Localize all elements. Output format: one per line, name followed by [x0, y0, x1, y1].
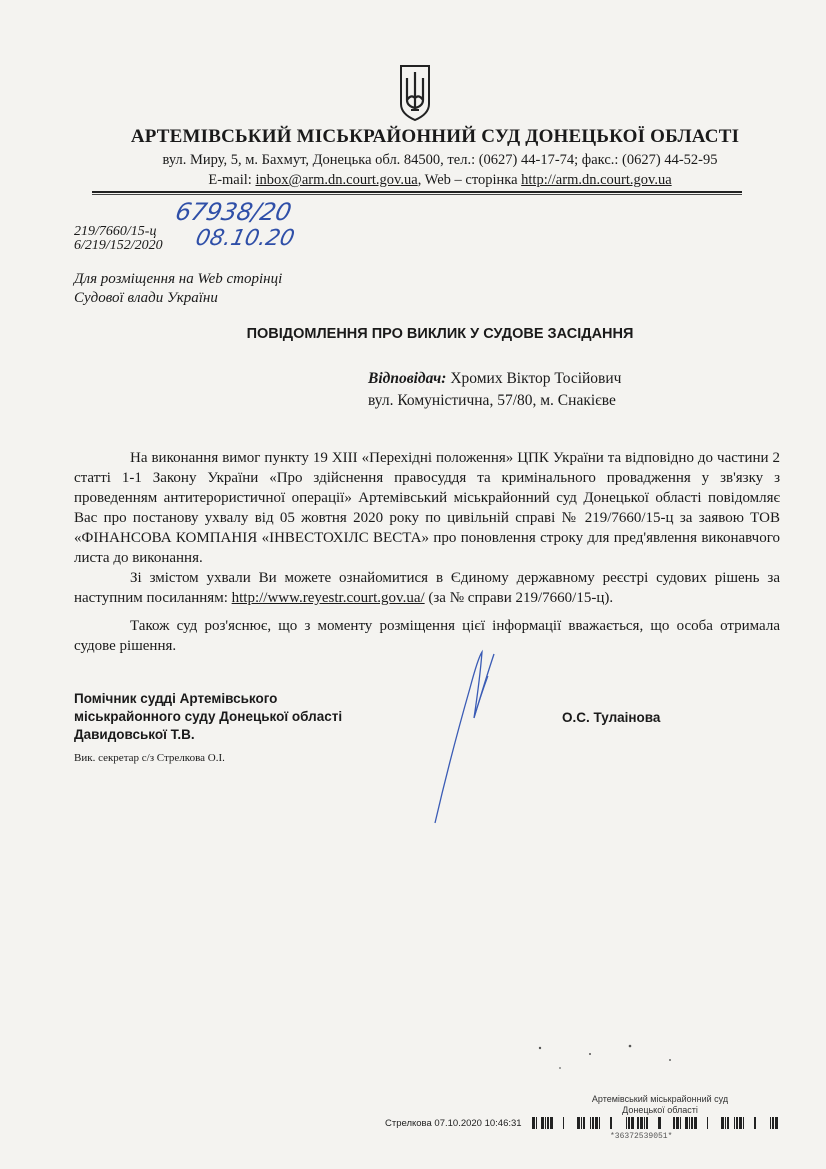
scan-specks — [520, 1040, 720, 1080]
signer-line-2: міськрайонного суду Донецької області — [74, 709, 343, 724]
email-label: E-mail: — [208, 172, 256, 188]
signature — [430, 648, 510, 828]
coat-of-arms-icon — [398, 64, 432, 122]
stamp-line-1: Артемівський міськрайонний суд — [591, 1094, 729, 1104]
respondent-address: вул. Комуністична, 57/80, м. Снакієве — [368, 392, 616, 409]
header-divider-thin — [92, 194, 742, 195]
court-contacts — [90, 172, 790, 189]
web-note-line-1: Для розміщення на Web сторінці — [74, 271, 283, 287]
respondent-block — [368, 368, 621, 412]
stamp-line-2: Донецької області — [622, 1105, 698, 1115]
signer-line-3: Давидовської Т.В. — [74, 727, 195, 742]
email-link[interactable]: inbox@arm.dn.court.gov.ua — [255, 172, 418, 188]
signer-title — [74, 690, 342, 744]
barcode-number: *36372539051* — [610, 1132, 673, 1141]
barcode — [532, 1117, 780, 1129]
registry-stamp — [585, 1094, 735, 1116]
document-title: ПОВІДОМЛЕННЯ ПРО ВИКЛИК У СУДОВЕ ЗАСІДАННЯ — [246, 326, 634, 342]
web-publication-note — [74, 270, 282, 308]
web-note-line-2: Судової влади України — [74, 290, 218, 306]
header-divider — [92, 191, 742, 193]
paragraph-2 — [74, 568, 780, 608]
proceeding-number: 6/219/152/2020 — [74, 238, 163, 253]
print-timestamp: Стрелкова 07.10.2020 10:46:31 — [385, 1118, 522, 1129]
court-name: АРТЕМІВСЬКИЙ МІСЬКРАЙОННИЙ СУД ДОНЕЦЬКОЇ ОБЛАСТІ — [130, 126, 740, 147]
paragraph-2-text: Зі змістом ухвали Ви можете ознайомитися в Єдиному державному реєстрі судових рішень за наступним посиланням: — [74, 570, 780, 606]
handwritten-date: 08.10.20 — [193, 226, 297, 251]
paragraph-3: Також суд роз'яснює, що з моменту розміщення цієї інформації вважається, що особа отримала судове рішення. — [74, 618, 780, 654]
executor-note: Вик. секретар с/з Стрелкова О.І. — [74, 752, 225, 764]
handwritten-reg-number: 67938/20 — [173, 198, 294, 226]
notice-body — [74, 448, 780, 656]
respondent-name: Хромих Віктор Тосійович — [446, 370, 622, 387]
web-label: , Web – сторінка — [417, 172, 522, 188]
registry-link[interactable]: http://www.reyestr.court.gov.ua/ — [231, 590, 425, 606]
paragraph-1: На виконання вимог пункту 19 ХІІІ «Перехідні положення» ЦПК України та відповідно до частини 2 статті 1-1 Закону України «Про здійснення правосуддя та кримінального провадження у зв'язку з проведенням антитерористичної операції» Артемівський міськрайонний суд Донецької області повідомляє Вас про постанову ухвалу від 05 жовтня 2020 року по цивільній справі № 219/7660/15-ц за заявою ТОВ «ФІНАНСОВА КОМПАНІЯ «ІНВЕСТОХІЛС ВЕСТА» про поновлення строку для пред'явлення виконавчого листа до виконання. — [74, 450, 780, 566]
signer-name: О.С. Тулаінова — [562, 710, 661, 725]
paragraph-2-case: (за № справи 219/7660/15-ц). — [424, 590, 614, 606]
case-number: 219/7660/15-ц — [74, 224, 157, 239]
signer-line-1: Помічник судді Артемівського — [74, 691, 278, 706]
respondent-label: Відповідач: — [368, 370, 447, 387]
web-link[interactable]: http://arm.dn.court.gov.ua — [521, 172, 672, 188]
court-address: вул. Миру, 5, м. Бахмут, Донецька обл. 84500, тел.: (0627) 44-17-74; факс.: (0627) 44-52-95 — [162, 152, 718, 168]
